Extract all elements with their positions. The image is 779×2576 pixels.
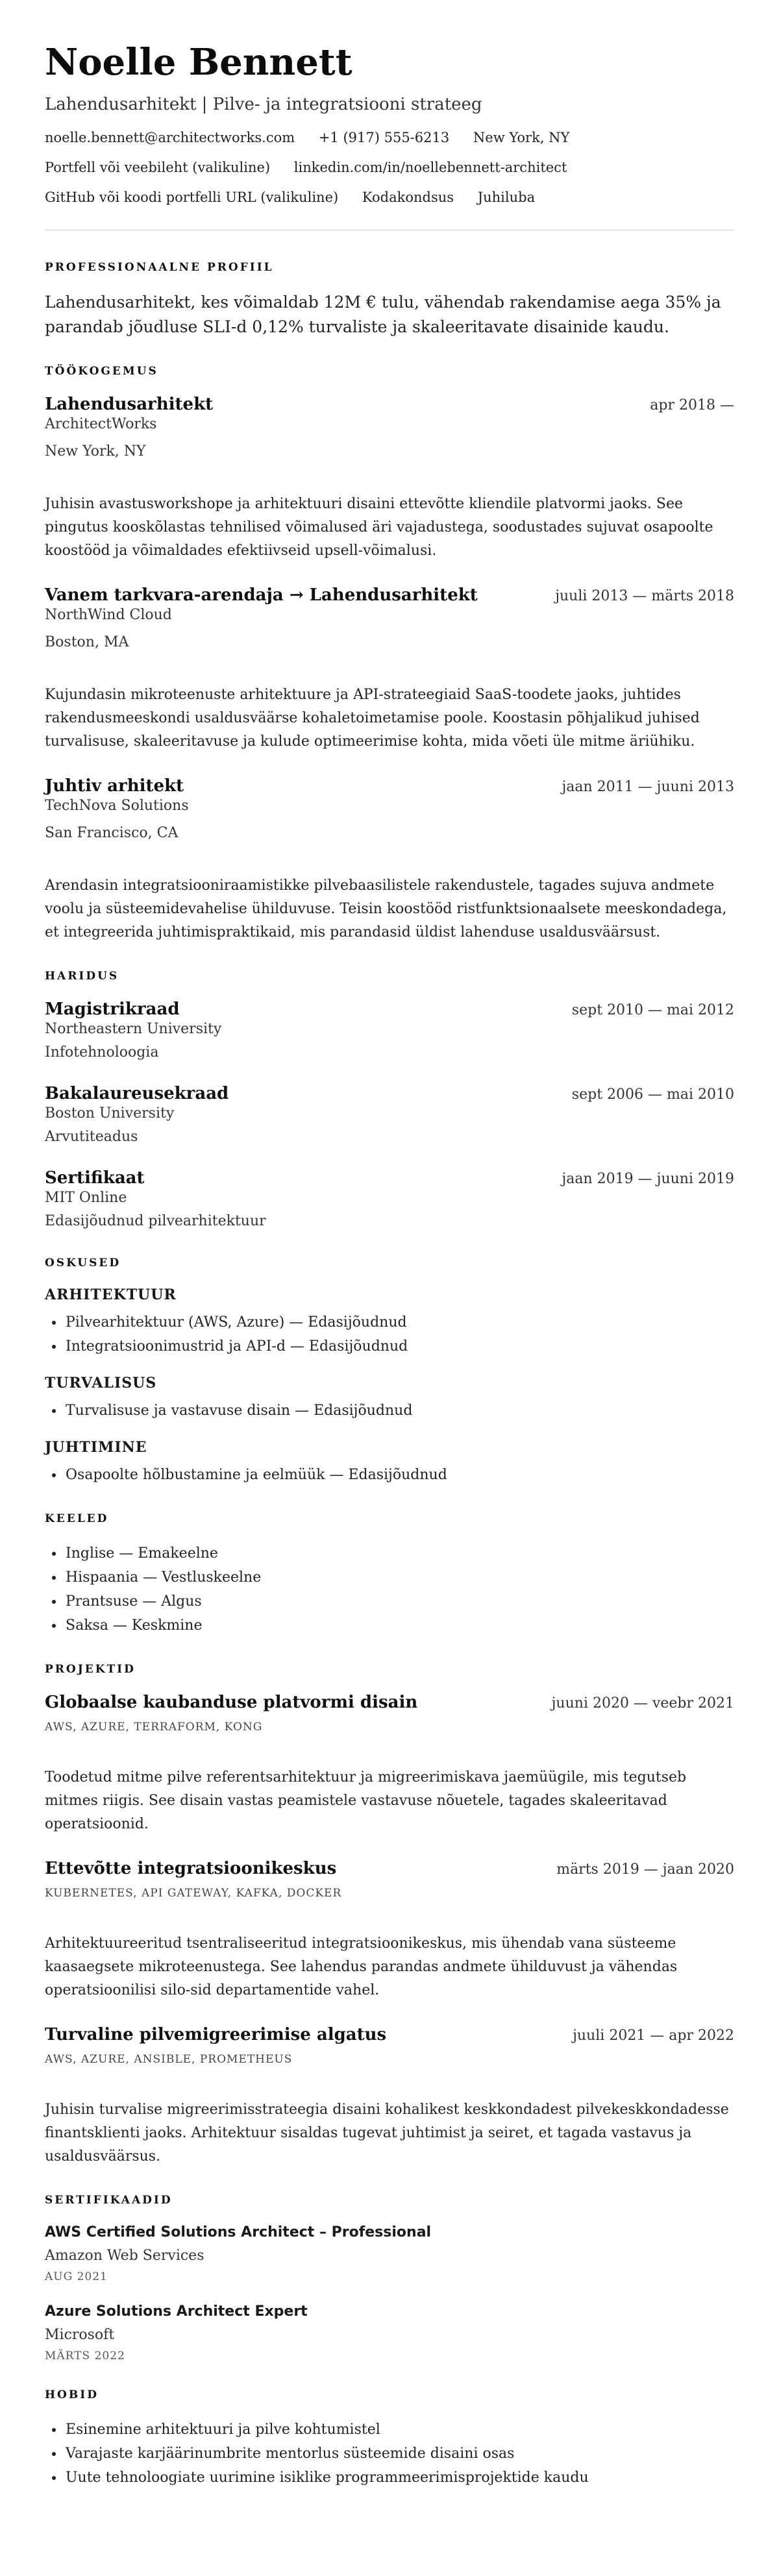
project-entry bbox=[45, 1858, 734, 2002]
experience-description: Arendasin integratsiooniraamistikke pilvebaasilistele rakendustele, tagades sujuva andmete voolu ja süsteemidevahelise ühilduvuse. Teisin koostööd ristfunktsionaalsete meeskondadega, et integreerida juhtimispraktikaid, mis parandasid üldist lahenduse usaldusväärsust. bbox=[45, 877, 727, 940]
contact-location: New York, NY bbox=[473, 130, 570, 145]
contact-linkedin[interactable]: linkedin.com/in/noellebennett-architect bbox=[293, 160, 567, 175]
hobby-item: • Varajaste karjäärinumbrite mentorlus süsteemide disaini osas bbox=[64, 2442, 734, 2466]
section-title-projects: PROJEKTID bbox=[45, 1663, 136, 1676]
project-entry-head bbox=[45, 1692, 734, 1713]
education-dates: jaan 2019 — juuni 2019 bbox=[562, 1171, 734, 1187]
experience-location: San Francisco, CA bbox=[45, 825, 179, 841]
profile-summary: Lahendusarhitekt, kes võimaldab 12M € tulu, vähendab rakendamise aega 35% ja parandab jõudluse SLI-d 0,12% turvaliste ja skaleeritavate disainide kaudu. bbox=[45, 293, 721, 336]
project-entry-head bbox=[45, 2024, 734, 2045]
section-experience bbox=[45, 364, 734, 944]
project-name: Globaalse kaubanduse platvormi disain bbox=[45, 1693, 418, 1712]
education-entry bbox=[45, 1168, 734, 1231]
section-profile bbox=[45, 260, 734, 339]
project-description: Juhisin turvalise migreerimisstrateegia disaini kohalikest keskkondadest pilvekeskkondadesse finantsklienti jaoks. Arhitektuur sisaldas tugevat juhtimist ja seiret, et tagada vastavus ja usaldusväärsus. bbox=[45, 2102, 729, 2165]
experience-entry-head bbox=[45, 776, 734, 796]
language-item: • Saksa — Keskmine bbox=[64, 1613, 734, 1638]
education-entry-head bbox=[45, 1168, 734, 1188]
section-hobbies bbox=[45, 2388, 734, 2490]
experience-entry bbox=[45, 394, 734, 563]
education-dates: sept 2006 — mai 2010 bbox=[571, 1086, 734, 1103]
certification-issuer: Amazon Web Services bbox=[45, 2248, 204, 2264]
section-projects bbox=[45, 1662, 734, 2168]
experience-company: NorthWind Cloud bbox=[45, 607, 172, 623]
project-dates: märts 2019 — jaan 2020 bbox=[556, 1861, 734, 1878]
experience-dates: apr 2018 — bbox=[650, 397, 734, 413]
skill-list-leadership bbox=[45, 1463, 734, 1487]
contact-email[interactable]: noelle.bennett@architectworks.com bbox=[45, 130, 295, 145]
section-skills bbox=[45, 1256, 734, 1487]
certification-name: Azure Solutions Architect Expert bbox=[45, 2303, 308, 2320]
section-certifications bbox=[45, 2193, 734, 2363]
project-name: Turvaline pilvemigreerimise algatus bbox=[45, 2025, 387, 2044]
project-entry-head bbox=[45, 1858, 734, 1879]
project-description: Toodetud mitme pilve referentsarhitektuur ja migreerimiskava jaemüügile, mis tegutseb mitmes riigis. See disain vastas peamistele vastavuse nõuetele, tagades skaleeritavad operatsioonid. bbox=[45, 1769, 687, 1832]
resume-header bbox=[45, 40, 734, 206]
experience-location: New York, NY bbox=[45, 443, 146, 460]
experience-entry-head bbox=[45, 394, 734, 415]
certification-name: AWS Certified Solutions Architect – Professional bbox=[45, 2224, 432, 2240]
project-dates: juuni 2020 — veebr 2021 bbox=[551, 1695, 734, 1711]
certification-entry bbox=[45, 2223, 734, 2284]
language-list bbox=[45, 1541, 734, 1638]
section-title-skills: OSKUSED bbox=[45, 1257, 121, 1270]
experience-entry-head bbox=[45, 585, 734, 606]
section-title-hobbies: HOBID bbox=[45, 2388, 99, 2401]
section-title-certifications: SERTIFIKAADID bbox=[45, 2194, 173, 2207]
section-title-languages: KEELED bbox=[45, 1512, 109, 1525]
experience-dates: jaan 2011 — juuni 2013 bbox=[562, 779, 734, 795]
contact-github[interactable]: GitHub või koodi portfelli URL (valikuline) bbox=[45, 190, 339, 205]
skill-list-security bbox=[45, 1399, 734, 1423]
skill-item: • Turvalisuse ja vastavuse disain — Edasijõudnud bbox=[64, 1399, 734, 1423]
skill-item: • Osapoolte hõlbustamine ja eelmüük — Edasijõudnud bbox=[64, 1463, 734, 1487]
skill-group-leadership: JUHTIMINE bbox=[45, 1439, 147, 1456]
skill-list-architecture bbox=[45, 1310, 734, 1358]
education-degree: Magistrikraad bbox=[45, 1000, 180, 1019]
education-degree: Sertifikaat bbox=[45, 1168, 145, 1188]
section-title-experience: TÖÖKOGEMUS bbox=[45, 365, 158, 378]
experience-role: Juhtiv arhitekt bbox=[45, 776, 184, 796]
skill-item: • Integratsioonimustrid ja API-d — Edasijõudnud bbox=[64, 1334, 734, 1358]
project-tags: AWS, AZURE, ANSIBLE, PROMETHEUS bbox=[45, 2053, 293, 2066]
section-languages bbox=[45, 1512, 734, 1638]
contact-row-primary bbox=[45, 129, 734, 147]
education-entry-head bbox=[45, 1083, 734, 1104]
experience-role: Lahendusarhitekt bbox=[45, 395, 214, 414]
experience-location: Boston, MA bbox=[45, 634, 129, 650]
contact-portfolio[interactable]: Portfell või veebileht (valikuline) bbox=[45, 160, 271, 175]
education-school: Boston University bbox=[45, 1105, 175, 1122]
education-entry bbox=[45, 999, 734, 1062]
education-entry bbox=[45, 1083, 734, 1147]
education-school: Northeastern University bbox=[45, 1021, 222, 1037]
experience-role: Vanem tarkvara-arendaja → Lahendusarhitekt bbox=[45, 585, 478, 605]
education-entry-head bbox=[45, 999, 734, 1020]
project-entry bbox=[45, 2024, 734, 2168]
contact-row-links bbox=[45, 158, 734, 177]
skill-group-architecture: ARHITEKTUUR bbox=[45, 1286, 177, 1303]
contact-work-permit: Juhiluba bbox=[477, 190, 536, 205]
hobby-item: • Esinemine arhitektuuri ja pilve kohtumistel bbox=[64, 2418, 734, 2442]
experience-entry bbox=[45, 585, 734, 754]
education-degree: Bakalaureusekraad bbox=[45, 1084, 229, 1103]
contact-row-extra bbox=[45, 188, 734, 206]
certification-issuer: Microsoft bbox=[45, 2327, 115, 2343]
project-tags: AWS, AZURE, TERRAFORM, KONG bbox=[45, 1721, 263, 1734]
project-description: Arhitektuureeritud tsentraliseeritud integratsioonikeskus, mis ühendab vana süsteeme kaasaegsete mikroteenustega. See lahendus parandas andmete ühilduvust ja vähendas operatsioonilisi silo-sid departamentide vahel. bbox=[45, 1935, 678, 1998]
certification-date: AUG 2021 bbox=[45, 2270, 108, 2283]
skill-item: • Pilvearhitektuur (AWS, Azure) — Edasijõudnud bbox=[64, 1310, 734, 1334]
skill-group-security: TURVALISUS bbox=[45, 1375, 157, 1392]
education-field: Edasijõudnud pilvearhitektuur bbox=[45, 1213, 266, 1229]
education-field: Arvutiteadus bbox=[45, 1129, 138, 1145]
experience-company: TechNova Solutions bbox=[45, 798, 189, 814]
hobby-item: • Uute tehnoloogiate uurimine isiklike programmeerimisprojektide kaudu bbox=[64, 2466, 734, 2490]
section-title-education: HARIDUS bbox=[45, 970, 119, 983]
experience-dates: juuli 2013 — märts 2018 bbox=[555, 588, 734, 604]
language-item: • Inglise — Emakeelne bbox=[64, 1541, 734, 1565]
experience-description: Juhisin avastusworkshope ja arhitektuuri disaini ettevõtte kliendile platvormi jaoks. See pingutus kooskõlastas tehnilised võimalused äri vajadustega, soodustades sujuvat osapoolte koostööd ja võimaldades efektiivseid upsell-võimalusi. bbox=[45, 496, 713, 559]
project-name: Ettevõtte integratsioonikeskus bbox=[45, 1859, 337, 1878]
experience-description: Kujundasin mikroteenuste arhitektuure ja API-strateegiaid SaaS-toodete jaoks, juhtides rakendusmeeskondi usaldusväärse kohaletoimetamise poole. Koostasin põhjalikud juhised turvalisuse, skaleeritavuse ja kulude optimeerimise kohta, mida võeti üle mitme äriühiku. bbox=[45, 687, 700, 750]
contact-phone[interactable]: +1 (917) 555-6213 bbox=[318, 130, 450, 145]
certification-date: MÄRTS 2022 bbox=[45, 2349, 125, 2362]
education-school: MIT Online bbox=[45, 1190, 127, 1206]
project-entry bbox=[45, 1692, 734, 1836]
project-tags: KUBERNETES, API GATEWAY, KAFKA, DOCKER bbox=[45, 1887, 342, 1900]
candidate-headline: Lahendusarhitekt | Pilve- ja integratsiooni strateeg bbox=[45, 95, 482, 114]
section-education bbox=[45, 969, 734, 1231]
experience-company: ArchitectWorks bbox=[45, 416, 157, 432]
experience-entry bbox=[45, 776, 734, 944]
project-dates: juuli 2021 — apr 2022 bbox=[573, 2028, 734, 2044]
section-title-profile: PROFESSIONAALNE PROFIIL bbox=[45, 261, 274, 274]
candidate-name: Noelle Bennett bbox=[45, 41, 352, 84]
certification-entry bbox=[45, 2302, 734, 2363]
hobby-list bbox=[45, 2418, 734, 2490]
language-item: • Hispaania — Vestluskeelne bbox=[64, 1565, 734, 1589]
education-dates: sept 2010 — mai 2012 bbox=[571, 1002, 734, 1018]
education-field: Infotehnoloogia bbox=[45, 1044, 159, 1061]
language-item: • Prantsuse — Algus bbox=[64, 1589, 734, 1613]
contact-citizenship: Kodakondsus bbox=[362, 190, 454, 205]
